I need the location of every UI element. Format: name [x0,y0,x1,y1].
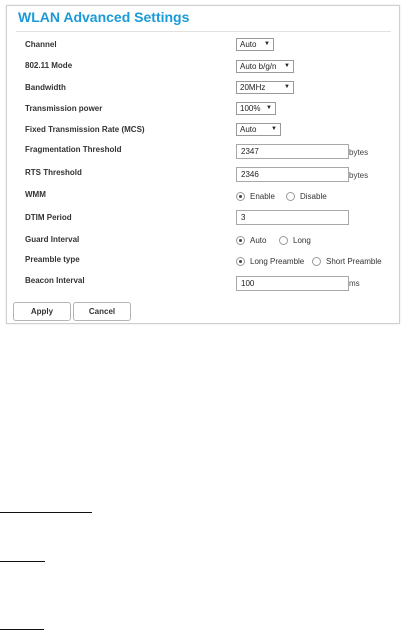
apply-button[interactable]: Apply [13,302,71,321]
wmm-enable-label: Enable [250,192,275,201]
caret-down-icon: ▼ [284,63,290,69]
frag-label: Fragmentation Threshold [25,145,122,154]
preamble-long-label: Long Preamble [250,257,305,266]
blank-line [0,629,44,630]
caret-down-icon: ▼ [264,41,270,47]
dtim-label: DTIM Period [25,213,72,222]
mcs-select[interactable] [236,123,281,136]
channel-select[interactable] [236,38,274,51]
guard-auto-label: Auto [250,236,267,245]
frag-unit: bytes [349,148,369,157]
settings-panel [6,5,400,324]
rts-input[interactable]: 2346 [236,167,349,182]
tx-power-value: 100% [240,104,261,113]
rts-label: RTS Threshold [25,168,82,177]
mcs-value: Auto [240,125,257,134]
wmm-label: WMM [25,190,46,199]
beacon-input[interactable]: 100 [236,276,349,291]
caret-down-icon: ▼ [266,105,272,111]
dtim-input[interactable]: 3 [236,210,349,225]
wmm-disable-radio[interactable] [286,192,295,201]
frag-input[interactable]: 2347 [236,144,349,159]
blank-line [0,512,92,513]
tx-power-select[interactable] [236,102,276,115]
title-divider [16,31,391,32]
beacon-label: Beacon Interval [25,276,85,285]
page-title: WLAN Advanced Settings [18,9,190,25]
bandwidth-value: 20MHz [240,83,266,92]
wmm-enable-radio[interactable] [236,192,245,201]
preamble-short-label: Short Preamble [326,257,382,266]
caret-down-icon: ▼ [284,84,290,90]
mode-label: 802.11 Mode [25,61,73,70]
blank-line [0,561,45,562]
rts-unit: bytes [349,171,369,180]
beacon-unit: ms [349,279,360,288]
cancel-button[interactable]: Cancel [73,302,131,321]
guard-label: Guard Interval [25,235,80,244]
guard-auto-radio[interactable] [236,236,245,245]
tx-power-label: Transmission power [25,104,103,113]
bandwidth-label: Bandwidth [25,83,66,92]
guard-long-label: Long [293,236,311,245]
channel-label: Channel [25,40,57,49]
wmm-disable-label: Disable [300,192,327,201]
channel-value: Auto [240,40,257,49]
preamble-label: Preamble type [25,255,80,264]
mode-value: Auto b/g/n [240,62,277,71]
guard-long-radio[interactable] [279,236,288,245]
caret-down-icon: ▼ [271,126,277,132]
preamble-short-radio[interactable] [312,257,321,266]
mcs-label: Fixed Transmission Rate (MCS) [25,125,145,134]
preamble-long-radio[interactable] [236,257,245,266]
bandwidth-select[interactable] [236,81,294,94]
mode-select[interactable] [236,60,294,73]
